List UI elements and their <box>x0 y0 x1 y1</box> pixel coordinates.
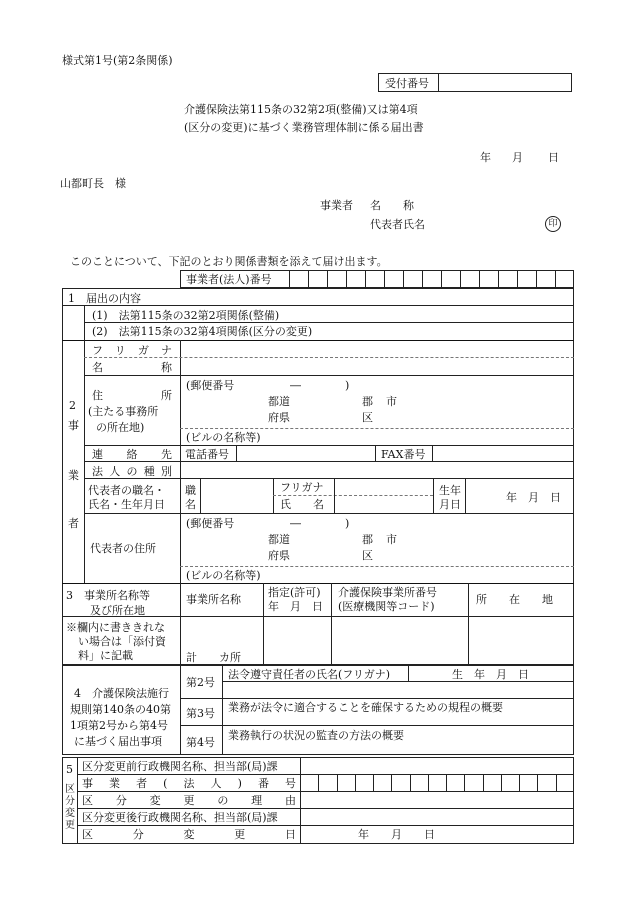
contact-label: 連絡先 <box>92 448 172 461</box>
section4-label3: 1項第2号から第4号 <box>70 719 168 732</box>
postal-label: (郵便番号 <box>186 379 235 392</box>
form-title-line2: (区分の変更)に基づく業務管理体制に係る届出書 <box>184 121 424 134</box>
birth-label2: 月日 <box>439 498 461 511</box>
address-sub-label2: の所在地) <box>96 421 145 434</box>
fuken-label: 府県 <box>268 411 290 424</box>
postal-dash: ― <box>290 379 301 392</box>
section5-row4-label: 区分変更後行政機関名称、担当部(局)課 <box>82 811 278 824</box>
section2-side-char3: 者 <box>68 517 79 530</box>
seal-mark: 印 <box>545 216 561 232</box>
section4-item2-field[interactable] <box>223 682 573 697</box>
section3-col-designation-date: 年 月 日 <box>268 600 323 613</box>
rep-title-label2: 氏名・生年月日 <box>88 498 165 511</box>
name-label: 名称 <box>92 361 172 374</box>
section5-number: 5 <box>66 763 73 776</box>
rep-furigana-label: フリガナ <box>280 481 324 494</box>
section4-label2: 規則第140条の40第 <box>70 703 171 716</box>
rep-address-field[interactable] <box>181 514 573 582</box>
rep-name-label: 氏 名 <box>280 498 324 511</box>
section5-row5-label: 区分変更日 <box>82 828 296 841</box>
section3-label1: 3 事業所名称等 <box>66 589 150 602</box>
section5-row2-label: 事業者(法人)番号 <box>82 777 296 790</box>
ku-label: 区 <box>362 411 373 424</box>
section1-item2[interactable]: (2) 法第115条の32第4項関係(区分の変更) <box>92 325 313 338</box>
corp-type-field[interactable] <box>181 462 573 477</box>
birth-date[interactable]: 年 月 日 <box>506 491 561 504</box>
section5-row1-label: 区分変更前行政機関名称、担当部(局)課 <box>82 760 278 773</box>
birth-label1: 生年 <box>439 484 461 497</box>
date-day-label: 日 <box>548 151 559 164</box>
address-sub-label1: (主たる事務所 <box>88 405 159 418</box>
address-label: 住所 <box>92 389 172 402</box>
section5-business-number-cells[interactable] <box>300 774 574 791</box>
intro-text: このことについて、下記のとおり関係書類を添えて届け出ます。 <box>70 255 388 268</box>
receipt-number-field[interactable] <box>439 74 571 91</box>
job-label2: 名 <box>185 498 196 511</box>
operator-address-field[interactable] <box>181 376 573 444</box>
operator-name-label: 名 称 <box>370 199 414 212</box>
rep-gun-label: 郡 <box>362 533 373 546</box>
section4-item2-date: 生 年 月 日 <box>452 668 529 681</box>
section4-no4: 第4号 <box>186 736 215 749</box>
section3-col-designation: 指定(許可) <box>268 586 321 599</box>
receipt-number-label: 受付番号 <box>385 77 429 90</box>
section3-note3: 料」に記載 <box>78 649 133 662</box>
rep-shi-label: 市 <box>386 533 397 546</box>
todo-label: 都道 <box>268 395 290 408</box>
corp-type-label: 法人の種別 <box>92 465 172 478</box>
section1-item1[interactable]: (1) 法第115条の32第2項関係(整備) <box>92 309 280 322</box>
section4-item2: 法令遵守責任者の氏名(フリガナ) <box>228 668 391 681</box>
rep-name-field[interactable] <box>335 479 432 512</box>
rep-ku-label: 区 <box>362 549 373 562</box>
section4-item4[interactable]: 業務執行の状況の監査の方法の概要 <box>228 729 404 742</box>
business-number-cells[interactable] <box>289 270 574 288</box>
section3-col-location: 所 在 地 <box>476 593 553 606</box>
section2-number: 2 <box>69 399 76 412</box>
section1-label: 1 届出の内容 <box>68 292 141 305</box>
section5-side-label: 区分変更 <box>65 784 75 831</box>
fax-field[interactable] <box>433 446 573 460</box>
rep-address-label: 代表者の住所 <box>90 542 156 555</box>
section3-col-medical-code: (医療機関等コード) <box>338 600 435 613</box>
job-label1: 職 <box>185 484 196 497</box>
furigana-label: フリガナ <box>92 344 172 357</box>
section3-note1: ※欄内に書ききれな <box>66 621 165 634</box>
section5-row1-field[interactable] <box>301 758 573 772</box>
rep-fuken-label: 府県 <box>268 549 290 562</box>
operator-label: 事業者 <box>320 199 353 212</box>
phone-field[interactable] <box>237 446 374 460</box>
date-month-label: 月 <box>512 151 523 164</box>
phone-label: 電話番号 <box>185 448 229 461</box>
section2-side-char1: 事 <box>68 419 79 432</box>
postal-close: ) <box>345 379 350 392</box>
section5-row3-field[interactable] <box>301 792 573 807</box>
section4-label1: 4 介護保険法施行 <box>74 687 169 700</box>
rep-postal-close: ) <box>345 517 350 530</box>
section3-col-office-name: 事業所名称 <box>186 593 241 606</box>
section3-office-entry[interactable] <box>181 617 573 648</box>
rep-postal-dash: ― <box>290 517 301 530</box>
form-title-line1: 介護保険法第115条の32第2項(整備)又は第4項 <box>184 103 418 116</box>
section2-side-char2: 業 <box>68 469 79 482</box>
rep-postal-label: (郵便番号 <box>186 517 235 530</box>
section5-row4-field[interactable] <box>301 809 573 824</box>
rep-building-label: (ビルの名称等) <box>186 569 261 582</box>
rep-todo-label: 都道 <box>268 533 290 546</box>
addressee: 山都町長 様 <box>60 177 126 190</box>
section4-label4: に基づく届出事項 <box>74 735 162 748</box>
section5-row5-date[interactable]: 年 月 日 <box>358 828 435 841</box>
business-number-label: 事業者(法人)番号 <box>186 273 272 286</box>
building-label: (ビルの名称等) <box>186 431 261 444</box>
operator-name-field[interactable] <box>181 341 573 374</box>
rep-title-label1: 代表者の職名・ <box>88 484 165 497</box>
rep-job-field[interactable] <box>201 479 272 512</box>
section3-note2: い場合は「添付資 <box>78 635 166 648</box>
section4-no3: 第3号 <box>186 707 215 720</box>
form-number: 様式第1号(第2条関係) <box>62 54 173 67</box>
representative-name-label: 代表者氏名 <box>370 218 425 231</box>
date-year-label: 年 <box>480 151 491 164</box>
shi-label: 市 <box>386 395 397 408</box>
gun-label: 郡 <box>362 395 373 408</box>
section4-no2: 第2号 <box>186 676 215 689</box>
fax-label: FAX番号 <box>381 448 426 461</box>
section5-row3-label: 区分変更の理由 <box>82 794 296 807</box>
section4-item3[interactable]: 業務が法令に適合することを確保するための規程の概要 <box>228 701 503 714</box>
section3-label2: 及び所在地 <box>90 604 145 617</box>
section3-total: 計 カ所 <box>186 651 241 664</box>
section3-col-care-number: 介護保険事業所番号 <box>338 586 437 599</box>
